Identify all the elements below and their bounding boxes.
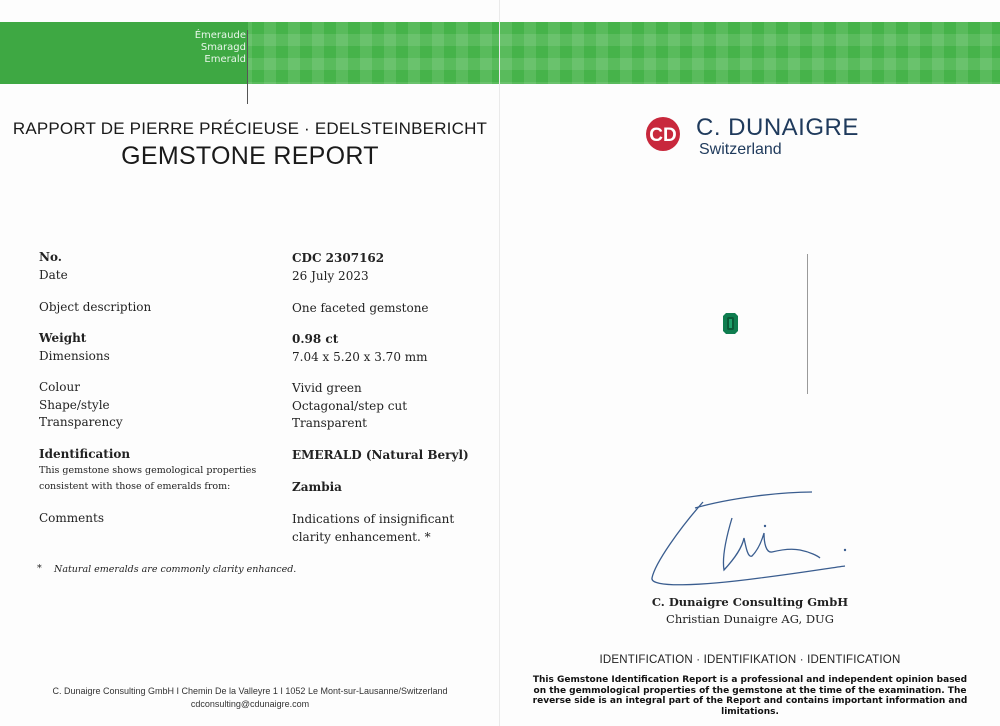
number-label: No.: [39, 250, 62, 264]
weight-label: Weight: [39, 331, 87, 345]
band-titles: [195, 30, 246, 66]
cd-logo-icon: [642, 116, 684, 152]
company-address-footer: [0, 685, 500, 711]
band-title-de: Smaragd: [200, 42, 246, 53]
signatory-person: Christian Dunaigre AG, DUG: [666, 612, 834, 626]
transparency-label: Transparency: [39, 415, 123, 429]
identification-heading: IDENTIFICATION · IDENTIFIKATION · IDENTIFICATION: [599, 654, 901, 666]
comments-value-line-1: Indications of insignificant: [292, 512, 455, 526]
report-right-page: [500, 0, 1000, 726]
comments-value-line-2: clarity enhancement. *: [292, 530, 431, 544]
identification-value: EMERALD (Natural Beryl): [292, 448, 469, 462]
object-description-label: Object description: [39, 300, 152, 314]
date-value: 26 July 2023: [292, 269, 369, 283]
report-title-multilingual: RAPPORT DE PIERRE PRÉCIEUSE · EDELSTEINBERICHT: [12, 119, 488, 138]
object-description-value: One faceted gemstone: [292, 301, 429, 315]
origin-value: Zambia: [292, 480, 342, 494]
signatory-company: C. Dunaigre Consulting GmbH: [651, 595, 849, 609]
gemstone-photo-frame: [744, 254, 808, 394]
comments-label: Comments: [39, 511, 104, 525]
footer-email: cdconsulting@cdunaigre.com: [190, 699, 310, 709]
footer-address: C. Dunaigre Consulting GmbH I Chemin De la Valleyre 1 I 1052 Le Mont-sur-Lausanne/Switzerland: [52, 686, 448, 696]
date-label: Date: [39, 268, 68, 282]
colour-label: Colour: [39, 380, 80, 394]
dimensions-label: Dimensions: [39, 349, 110, 363]
emerald-gemstone-image: [723, 313, 738, 334]
brand-subtitle: Switzerland: [699, 141, 782, 158]
report-title: GEMSTONE REPORT: [121, 142, 379, 170]
handwritten-signature: [640, 478, 860, 598]
green-header-band-right: [500, 22, 1000, 84]
footnote-marker: *: [37, 563, 42, 574]
shape-label: Shape/style: [39, 398, 110, 412]
weight-value: 0.98 ct: [292, 332, 339, 346]
dimensions-value: 7.04 x 5.20 x 3.70 mm: [292, 350, 428, 364]
transparency-value: Transparent: [292, 416, 368, 430]
band-title-en: Emerald: [204, 54, 246, 65]
svg-text:CD: CD: [649, 125, 677, 146]
green-header-band: [0, 22, 500, 84]
band-divider-line: [247, 30, 248, 104]
identification-note-2: consistent with those of emeralds from:: [39, 481, 231, 492]
report-disclaimer: This Gemstone Identification Report is a professional and independent opinion based on the gemmological properties of the gemstone at the time of the examination. The reverse side is an integral part of the Report and contains important information and limitations.: [532, 675, 968, 717]
identification-label: Identification: [39, 447, 131, 461]
footnote-text: Natural emeralds are commonly clarity enhanced.: [54, 564, 297, 575]
colour-value: Vivid green: [292, 381, 362, 395]
identification-note-1: This gemstone shows gemological properties: [39, 465, 257, 476]
brand-name: C. DUNAIGRE: [696, 114, 859, 141]
number-value: CDC 2307162: [292, 251, 385, 265]
band-title-fr: Émeraude: [194, 30, 246, 41]
shape-value: Octagonal/step cut: [292, 399, 408, 413]
